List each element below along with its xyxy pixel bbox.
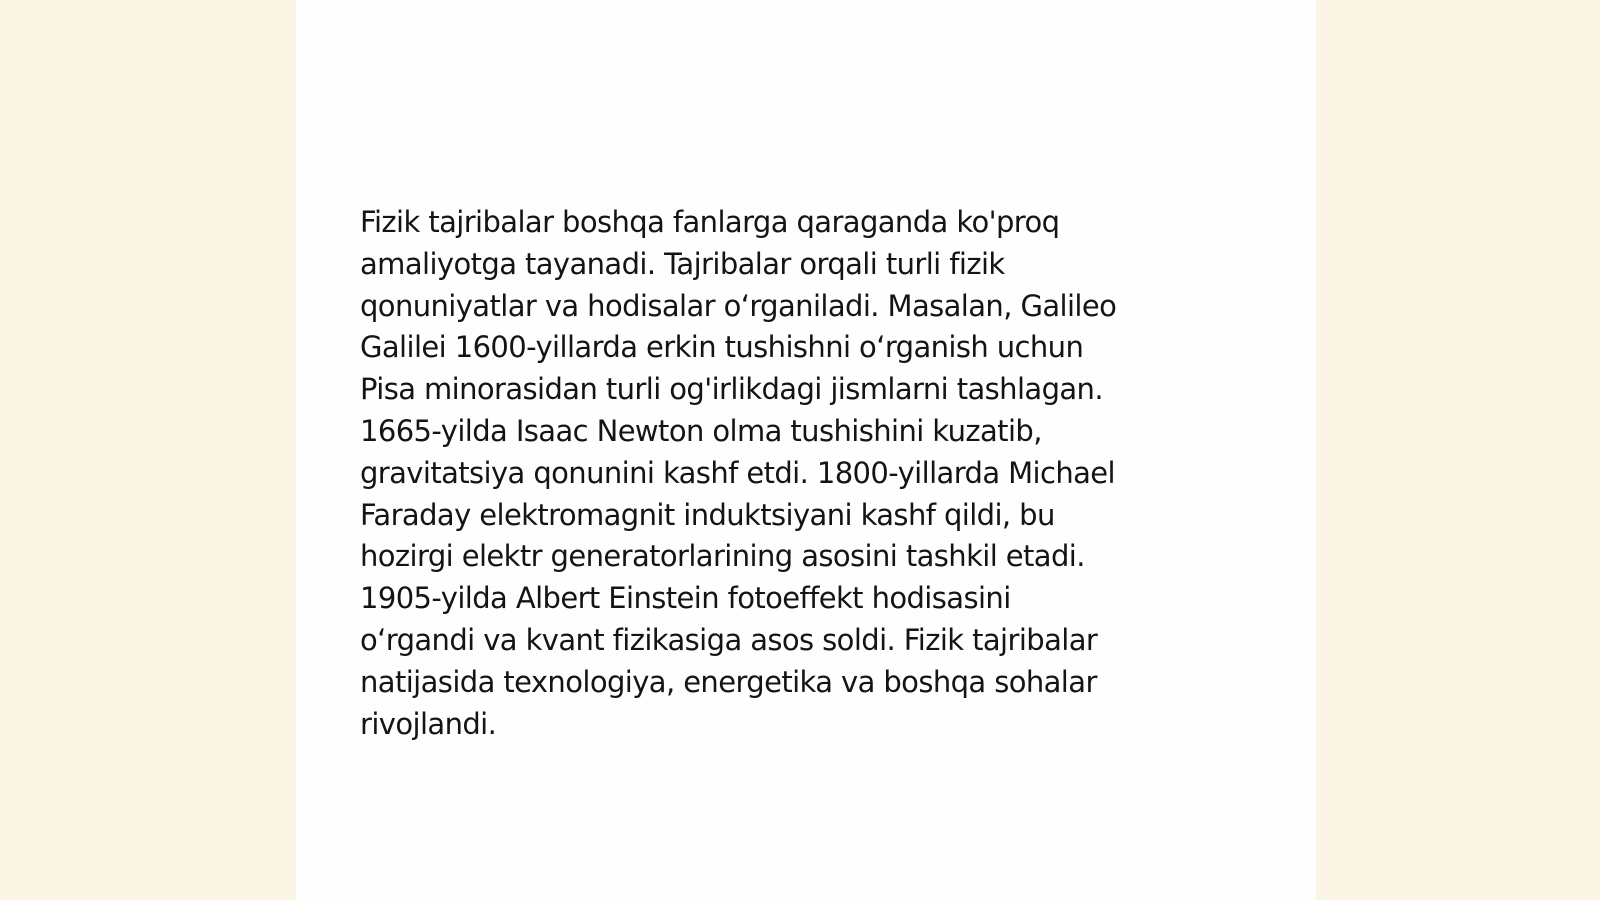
slide-canvas: [296, 0, 1316, 900]
slide-body-text: Fizik tajribalar boshqa fanlarga qaraganda ko'proq amaliyotga tayanadi. Tajribalar orqali turli fizik qonuniyatlar va hodisalar o‘rganiladi. Masalan, Galileo Galilei 1600-yillarda erkin tushishni o‘rganish uchun Pisa minorasidan turli og'irlikdagi jismlarni tashlagan. 1665-yilda Isaac Newton olma tushishini kuzatib, gravitatsiya qonunini kashf etdi. 1800-yillarda Michael Faraday elektromagnit induktsiyani kashf qildi, bu hozirgi elektr generatorlarining asosini tashkil etadi. 1905-yilda Albert Einstein fotoeffekt hodisasini o‘rgandi va kvant fizikasiga asos soldi. Fizik tajribalar natijasida texnologiya, energetika va boshqa sohalar rivojlandi.: [360, 205, 1117, 741]
